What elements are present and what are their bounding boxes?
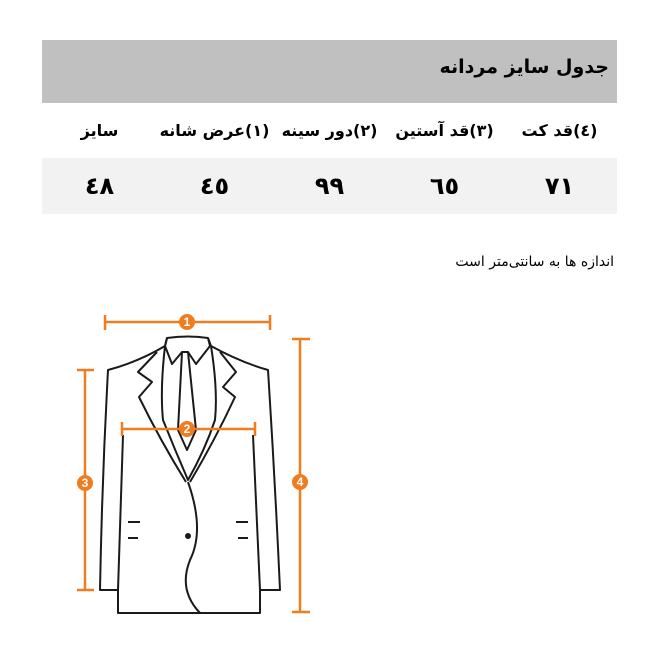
- header-coat-length: (٤)قد کت: [521, 121, 598, 140]
- marker-2-label: 2: [183, 422, 191, 436]
- jacket-measurement-diagram: [60, 300, 320, 620]
- marker-1-label: 1: [183, 315, 191, 329]
- jacket-outline: [100, 337, 280, 614]
- table-title: جدول سایز مردانه: [439, 56, 609, 78]
- value-sleeve-length: ٦٥: [429, 172, 460, 200]
- header-sleeve-length: (٣)قد آستین: [395, 121, 494, 140]
- marker-3-label: 3: [81, 476, 89, 490]
- marker-4-label: 4: [296, 475, 304, 489]
- value-shoulder-width: ٤٥: [199, 172, 230, 200]
- table-row: [42, 158, 617, 214]
- units-note: اندازه ها به سانتی‌متر است: [455, 254, 614, 270]
- header-size: سایز: [80, 121, 119, 140]
- value-size: ٤٨: [84, 172, 115, 200]
- button-icon: [185, 533, 191, 539]
- value-chest: ٩٩: [314, 172, 345, 200]
- header-shoulder-width: (١)عرض شانه: [159, 121, 270, 140]
- table-title-bar: [42, 40, 617, 103]
- header-chest: (٢)دور سینه: [281, 121, 378, 140]
- table-header-row: [42, 103, 617, 158]
- value-coat-length: ٧١: [544, 172, 575, 200]
